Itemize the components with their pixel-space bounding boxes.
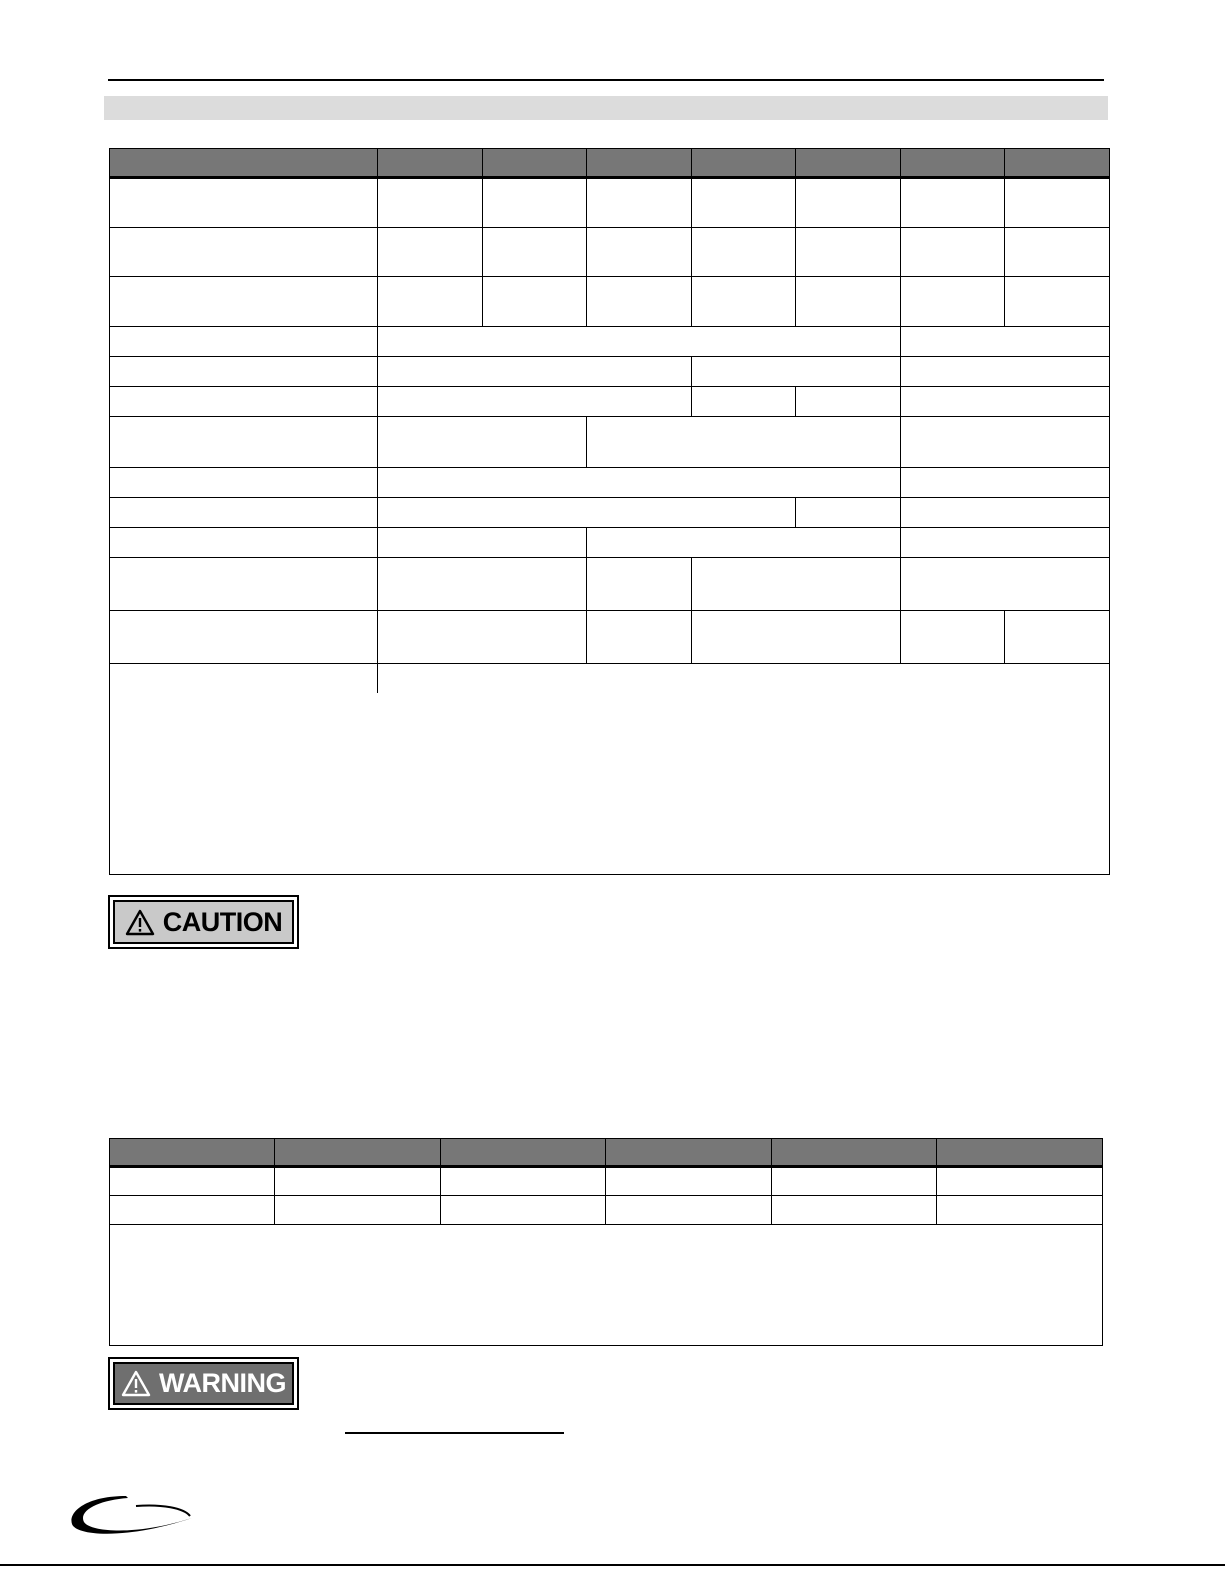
table-row (110, 1196, 1103, 1225)
header-cell (772, 1139, 937, 1167)
header-cell (692, 149, 796, 178)
table-row (110, 327, 1110, 357)
header-cell (1005, 149, 1110, 178)
header-cell (275, 1139, 441, 1167)
caution-label: CAUTION (162, 906, 283, 937)
header-cell (110, 149, 378, 178)
warning-triangle-icon (121, 1370, 151, 1397)
table-row (110, 1167, 1103, 1196)
table-row (110, 468, 1110, 498)
header-cell (483, 149, 587, 178)
table-row (110, 558, 1110, 611)
warning-badge (108, 1357, 299, 1410)
table-row (110, 178, 1110, 228)
secondary-table (109, 1138, 1103, 1225)
secondary-notes-box (109, 1225, 1103, 1346)
swoosh-logo-icon (66, 1492, 196, 1542)
footer-rule (0, 1564, 1225, 1566)
specifications-table (109, 148, 1110, 694)
header-cell (110, 1139, 275, 1167)
table-row (110, 417, 1110, 468)
header-cell (937, 1139, 1103, 1167)
table-row (110, 611, 1110, 664)
header-cell (606, 1139, 772, 1167)
secondary-header-row (110, 1139, 1103, 1167)
specifications-notes-box (109, 693, 1110, 875)
header-cell (901, 149, 1005, 178)
header-cell (441, 1139, 606, 1167)
table-row (110, 228, 1110, 277)
section-title-band (104, 96, 1108, 120)
header-cell (378, 149, 483, 178)
table-row (110, 277, 1110, 327)
header-rule (108, 79, 1104, 81)
header-cell (796, 149, 901, 178)
warning-label: WARNING (159, 1368, 286, 1398)
table-row (110, 528, 1110, 558)
reference-link[interactable] (345, 1418, 564, 1434)
table-row (110, 357, 1110, 387)
specifications-header-row (110, 149, 1110, 178)
table-row (110, 498, 1110, 528)
table-row (110, 387, 1110, 417)
warning-triangle-icon (125, 909, 155, 936)
caution-badge (108, 895, 299, 949)
table-row (110, 664, 1110, 694)
header-cell (587, 149, 692, 178)
